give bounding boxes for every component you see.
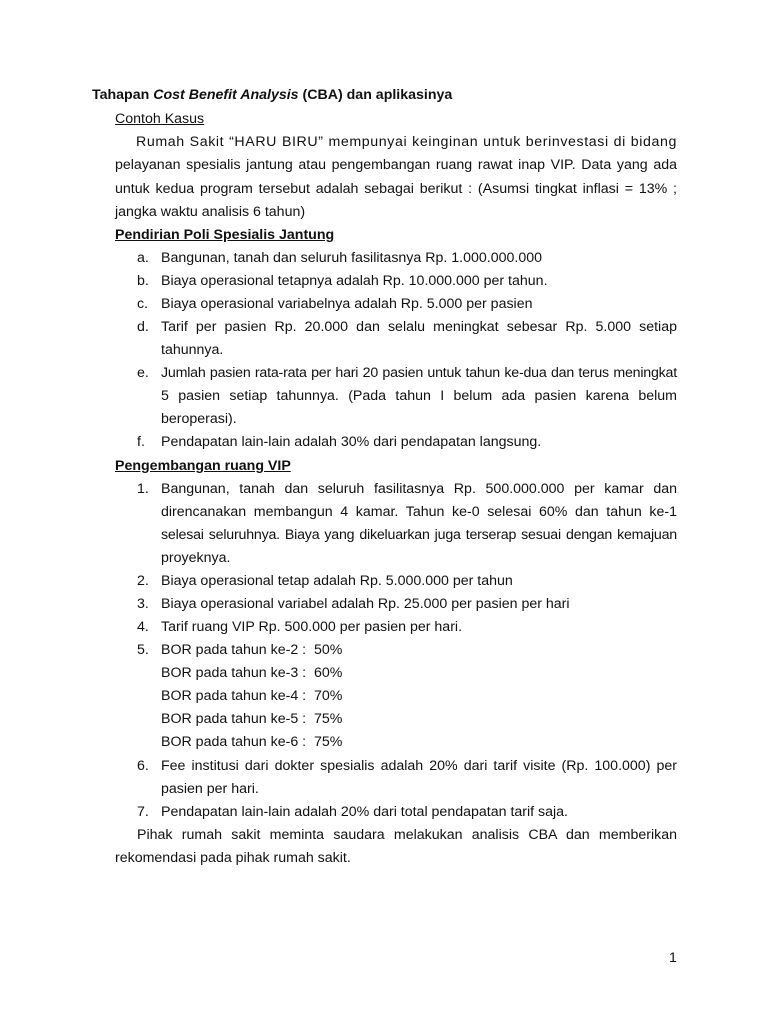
section1-item-a-line-1: Bangunan, tanah dan seluruh fasilitasnya Rp. 1.000.000.000	[161, 250, 542, 266]
section1-item-e-line-1: Jumlah pasien rata-rata per hari 20 pasien untuk tahun ke-dua dan terus meningkat	[161, 365, 677, 381]
section1-title: Pendirian Poli Spesialis Jantung	[115, 227, 335, 243]
section1-marker-e: e.	[137, 365, 149, 381]
section2-item-4-line-1: Tarif ruang VIP Rp. 500.000 per pasien per hari.	[161, 619, 463, 635]
section2-bor-year-3: BOR pada tahun ke-3 : 60%	[161, 665, 343, 681]
section2-marker-6: 6.	[137, 758, 149, 774]
section2-marker-3: 3.	[137, 596, 149, 612]
section1-item-c-line-1: Biaya operasional variabelnya adalah Rp. 5.000 per pasien	[161, 296, 533, 312]
section2-bor-year-5: BOR pada tahun ke-5 : 75%	[161, 711, 343, 727]
section2-bor-year-6: BOR pada tahun ke-6 : 75%	[161, 734, 343, 750]
closing-line-2: rekomendasi pada pihak rumah sakit.	[115, 850, 351, 866]
section2-marker-7: 7.	[137, 804, 149, 820]
intro-line-3: untuk kedua program tersebut adalah sebagai berikut : (Asumsi tingkat inflasi = 13% ;	[115, 181, 677, 197]
section1-marker-b: b.	[137, 273, 149, 289]
section1-item-d-line-1: Tarif per pasien Rp. 20.000 dan selalu meningkat sebesar Rp. 5.000 setiap	[161, 319, 677, 335]
section2-item-1-line-1: Bangunan, tanah dan seluruh fasilitasnya Rp. 500.000.000 per kamar dan	[161, 481, 677, 497]
section1-marker-f: f.	[137, 434, 145, 450]
section2-item-1-line-3: selesai seluruhnya. Biaya yang dikeluarkan juga terserap sesuai dengan kemajuan	[161, 527, 677, 543]
section1-item-f-line-1: Pendapatan lain-lain adalah 30% dari pendapatan langsung.	[161, 434, 542, 450]
section2-bor-year-2: BOR pada tahun ke-2 : 50%	[161, 642, 343, 658]
heading-prefix: Tahapan	[92, 87, 154, 103]
case-title: Contoh Kasus	[115, 111, 205, 127]
section1-item-e-line-2: 5 pasien setiap tahunnya. (Pada tahun I belum ada pasien karena belum	[161, 388, 677, 404]
section2-marker-1: 1.	[137, 481, 149, 497]
section2-item-6-line-2: pasien per hari.	[161, 781, 259, 797]
section1-marker-c: c.	[137, 296, 149, 312]
section1-item-e-line-3: beroperasi).	[161, 411, 237, 427]
section1-item-b-line-1: Biaya operasional tetapnya adalah Rp. 10.000.000 per tahun.	[161, 273, 548, 289]
heading-italic: Cost Benefit Analysis	[153, 87, 299, 103]
section1-marker-a: a.	[137, 250, 149, 266]
intro-line-1: Rumah Sakit “HARU BIRU” mempunyai keinginan untuk berinvestasi di bidang	[136, 134, 677, 150]
section2-item-1-line-2: direncanakan membangun 4 kamar. Tahun ke-0 selesai 60% dan tahun ke-1	[161, 504, 677, 520]
heading-suffix: (CBA) dan aplikasinya	[298, 87, 453, 103]
intro-line-2: pelayanan spesialis jantung atau pengembangan ruang rawat inap VIP. Data yang ada	[115, 157, 677, 173]
section2-item-2-line-1: Biaya operasional tetap adalah Rp. 5.000.000 per tahun	[161, 573, 513, 589]
section2-marker-2: 2.	[137, 573, 149, 589]
intro-line-4: jangka waktu analisis 6 tahun)	[115, 204, 306, 220]
section1-item-d-line-2: tahunnya.	[161, 342, 224, 358]
section2-title: Pengembangan ruang VIP	[115, 458, 291, 474]
closing-line-1: Pihak rumah sakit meminta saudara melakukan analisis CBA dan memberikan	[137, 827, 677, 843]
section2-marker-4: 4.	[137, 619, 149, 635]
page-number: 1	[669, 950, 677, 966]
section2-item-6-line-1: Fee institusi dari dokter spesialis adalah 20% dari tarif visite (Rp. 100.000) per	[161, 758, 677, 774]
section2-bor-year-4: BOR pada tahun ke-4 : 70%	[161, 688, 343, 704]
section2-marker-5: 5.	[137, 642, 149, 658]
section2-item-1-line-4: proyeknya.	[161, 550, 231, 566]
section2-item-7-line-1: Pendapatan lain-lain adalah 20% dari total pendapatan tarif saja.	[161, 804, 569, 820]
section1-marker-d: d.	[137, 319, 149, 335]
document-heading	[92, 86, 452, 104]
section2-item-3-line-1: Biaya operasional variabel adalah Rp. 25.000 per pasien per hari	[161, 596, 570, 612]
